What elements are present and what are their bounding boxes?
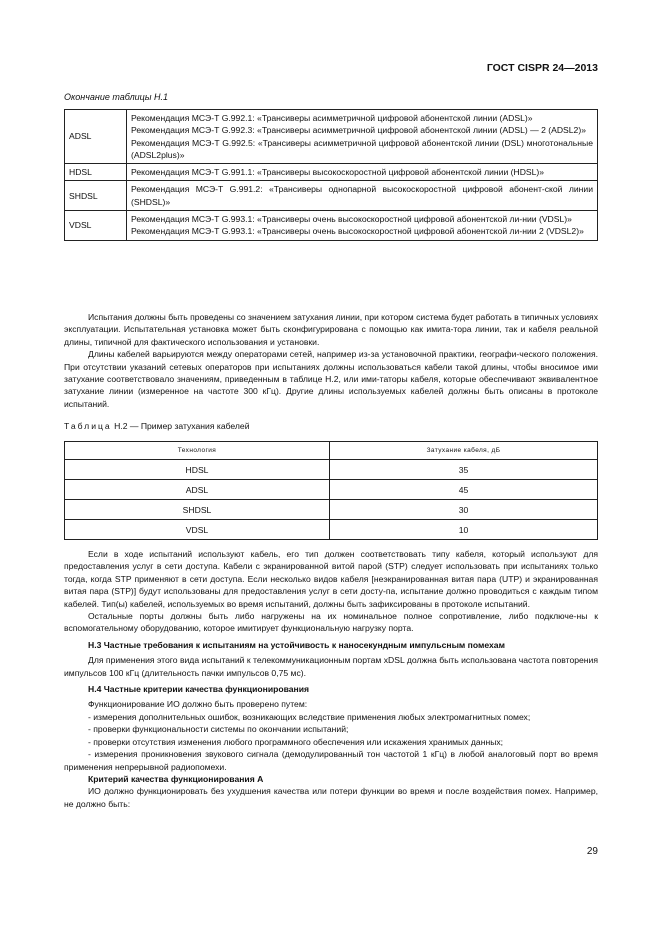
attenuation-cell: 45 (330, 480, 598, 500)
document-header-id: ГОСТ CISPR 24—2013 (486, 62, 598, 74)
table-header-row (65, 442, 598, 460)
attenuation-cell: 35 (330, 460, 598, 480)
paragraph: Функционирование ИО должно быть проверено путем: (88, 699, 308, 710)
cable-attenuation-table (64, 441, 598, 540)
technology-cell: VDSL (65, 520, 330, 540)
technology-cell: ADSL (65, 110, 127, 164)
table-row (65, 211, 598, 241)
column-header-attenuation: Затухание кабеля, дБ (330, 442, 598, 460)
section-heading-h3: Н.3 Частные требования к испытаниям на устойчивость к наносекундным импульсным помехам (88, 639, 505, 650)
table-continuation-caption: Окончание таблицы Н.1 (64, 92, 168, 102)
table-row (65, 480, 598, 500)
attenuation-cell: 30 (330, 500, 598, 520)
standards-table (64, 109, 598, 241)
page-number: 29 (586, 846, 598, 857)
technology-cell: SHDSL (65, 181, 127, 211)
table2-caption-label: Таблица (64, 421, 112, 431)
technology-cell: HDSL (65, 460, 330, 480)
recommendation-text: Рекомендация МСЭ-Т G.992.5: «Трансиверы асимметричной цифровой абонентской линии (DSL) многотональные (ADSL2plus)» (131, 137, 593, 160)
table-row (65, 110, 598, 164)
technology-cell: HDSL (65, 164, 127, 181)
recommendation-text: Рекомендация МСЭ-Т G.991.1: «Трансиверы высокоскоростной цифровой абонентской линии (HDSL)» (131, 167, 545, 178)
list-item: - проверки функциональности системы по окончании испытаний; (88, 724, 349, 735)
list-item: - проверки отсутствия изменения любого программного обеспечения или искажения хранимых данных; (88, 736, 504, 747)
list-item: - измерения дополнительных ошибок, возникающих вследствие применения любых электромагнитных помех; (88, 711, 531, 722)
table-row (65, 460, 598, 480)
recommendation-text: Рекомендация МСЭ-Т G.993.1: «Трансиверы очень высокоскоростной цифровой абонентской ли-нии 2 (VDSL2)» (131, 226, 584, 237)
recommendation-text: Рекомендация МСЭ-Т G.992.3: «Трансиверы асимметричной цифровой абонентской линии (ADSL) — 2 (ADSL2)» (131, 125, 586, 136)
recommendations-cell (127, 211, 598, 241)
recommendation-text: Рекомендация МСЭ-Т G.993.1: «Трансиверы очень высокоскоростной цифровой абонентской ли-нии (VDSL)» (131, 214, 572, 225)
column-header-technology: Технология (65, 442, 330, 460)
technology-cell: ADSL (65, 480, 330, 500)
paragraph: Испытания должны быть проведены со значением затухания линии, при котором система будет работать в типичных условиях эксплуатации. Испытательная установка может быть сконфигурирована с помощью как имита-тора линии, так и кабеля реальной длины, типичной для фактического использования и установки. (64, 312, 598, 347)
paragraph: Если в ходе испытаний используют кабель, его тип должен соответствовать типу кабеля, который используют для предоставления услуг в сети доступа. Кабели с экранированной витой парой (STP) следует использовать при испытаниях только тогда, когда STP применяют в сети доступа. Если несколько видов кабеля [неэкранированная витая пара (UTP) и экранированная витая пара (STP)] будут использованы для предоставления услуг в сети досту-па, испытание должно проводиться с каждым типом кабелей. Тип(ы) кабелей, используемых во время испытаний, должны быть зафиксированы в протоколе испытаний. (64, 549, 598, 609)
paragraph: Длины кабелей варьируются между операторами сетей, например из-за установочной практики, географи-ческого положения. При отсутствии указаний сетевых операторов при испытаниях должны использоваться кабели такой длины, чтобы вносимое ими затухание соответствовало значениям, приведенным в таблице Н.2, или ими-таторы кабеля, которые обеспечивают эквивалентное затухание линии (измеренное на частоте 300 кГц). Другие длины используемых кабелей должны быть описаны в протоколе испытаний. (64, 349, 598, 409)
criterion-heading: Критерий качества функционирования А (88, 773, 264, 784)
technology-cell: VDSL (65, 211, 127, 241)
list-item: - измерения проникновения звукового сигнала (демодулированный тон частотой 1 кГц) в любой аналоговый порт во время применения непрерывной радиопомехи. (64, 749, 598, 772)
recommendation-text: Рекомендация МСЭ-Т G.991.2: «Трансиверы однопарной высокоскоростной цифровой абонент-ской линии (SHDSL)» (131, 184, 593, 207)
recommendation-text: Рекомендация МСЭ-Т G.992.1: «Трансиверы асимметричной цифровой абонентской линии (ADSL)» (131, 113, 533, 123)
attenuation-cell: 10 (330, 520, 598, 540)
body-text-block-1 (64, 311, 598, 410)
body-text-block-2 (64, 548, 598, 810)
section-heading-h4: Н.4 Частные критерии качества функционирования (88, 684, 310, 695)
recommendations-cell (127, 110, 598, 164)
table-row (65, 181, 598, 211)
table-row (65, 164, 598, 181)
recommendations-cell (127, 181, 598, 211)
table2-caption (64, 421, 250, 431)
paragraph: ИО должно функционировать без ухудшения качества или потери функции во время и после воздействия помех. Например, не должно быть: (64, 786, 598, 809)
paragraph: Остальные порты должны быть либо нагружены на их номинальное полное сопротивление, либо подключе-ны к вспомогательному оборудованию, которое имитирует функциональную нагрузку порта. (64, 611, 598, 634)
technology-cell: SHDSL (65, 500, 330, 520)
table-row (65, 520, 598, 540)
recommendations-cell (127, 164, 598, 181)
table2-caption-text: Н.2 — Пример затухания кабелей (114, 421, 250, 431)
paragraph: Для применения этого вида испытаний к телекоммуникационным портам xDSL должна быть использована частота повторения импульсов 100 кГц (длительность пачки импульсов 0,75 мс). (64, 655, 598, 678)
table-row (65, 500, 598, 520)
